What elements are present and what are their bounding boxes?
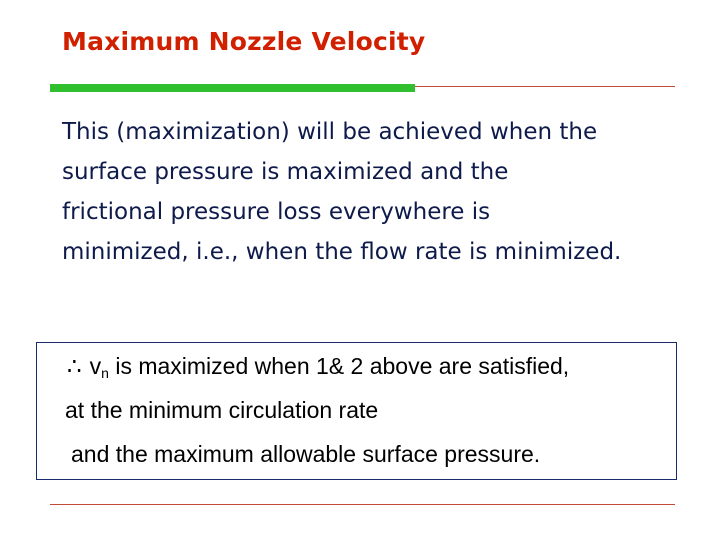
slide-title: Maximum Nozzle Velocity	[62, 27, 426, 56]
bottom-rule	[50, 504, 675, 505]
velocity-subscript: n	[101, 365, 109, 381]
velocity-symbol: v	[89, 353, 102, 379]
therefore-icon: ∴	[67, 354, 82, 380]
title-accent-bar	[50, 84, 415, 92]
conclusion-line-2: at the minimum circulation rate	[65, 397, 379, 423]
body-line: surface pressure is maximized and the	[62, 159, 509, 185]
conclusion-line-1	[67, 353, 569, 381]
conclusion-line-1-text: is maximized when 1& 2 above are satisfied,	[108, 353, 570, 379]
body-line: minimized, i.e., when the flow rate is minimized.	[62, 239, 622, 265]
body-paragraph	[62, 112, 702, 272]
body-line: frictional pressure loss everywhere is	[62, 199, 491, 225]
conclusion-line-3: and the maximum allowable surface pressure.	[71, 441, 541, 467]
body-line: This (maximization) will be achieved when the	[62, 119, 598, 145]
conclusion-box	[36, 342, 677, 480]
